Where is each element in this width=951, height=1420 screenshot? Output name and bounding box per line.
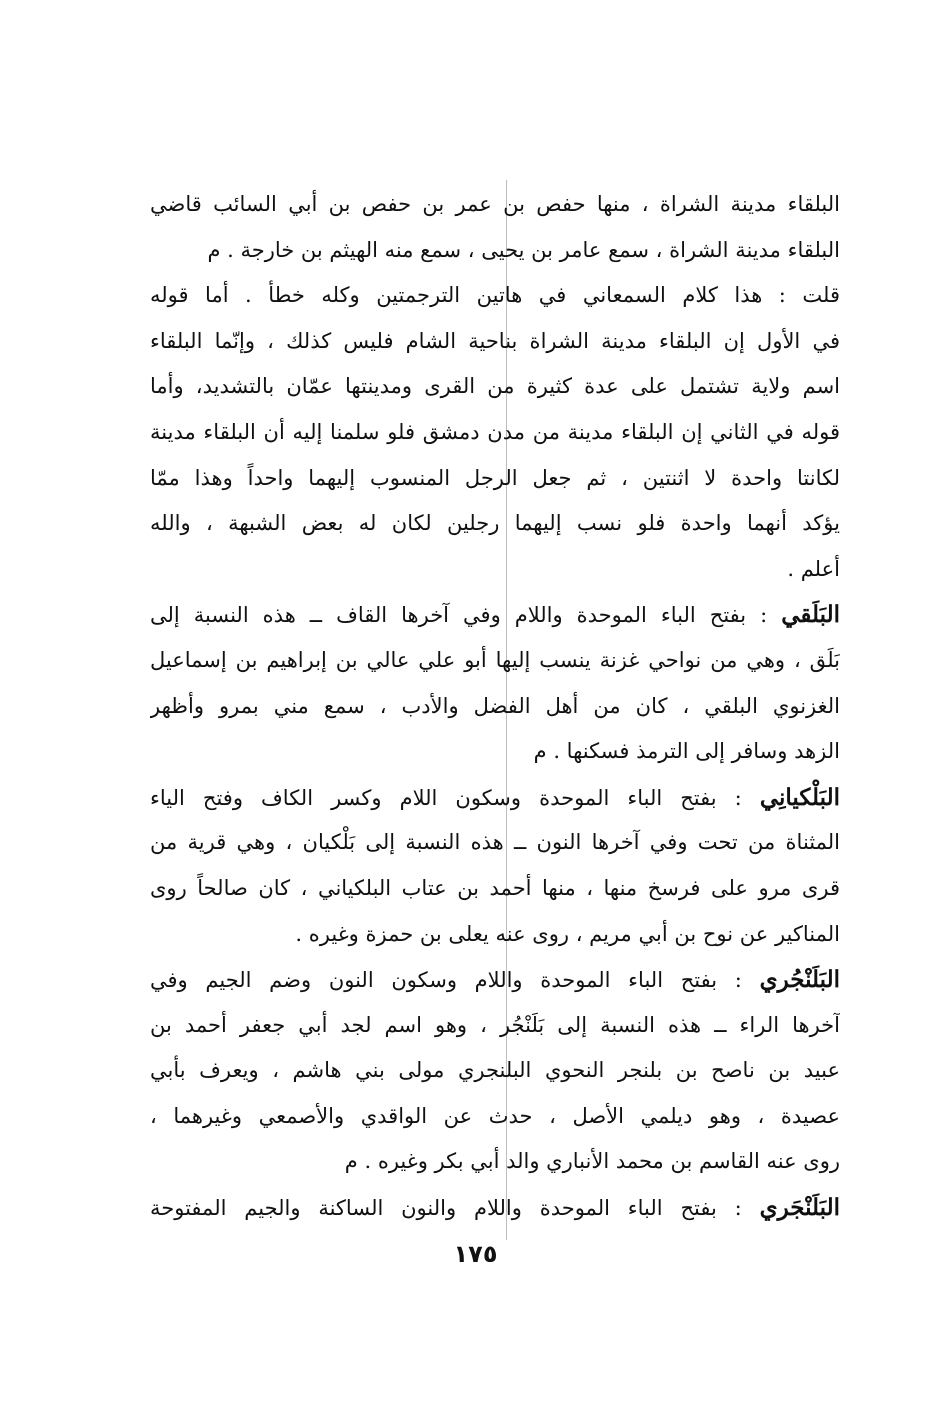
line-text: : بفتح الباء الموحدة واللام والنون الساكنة والجيم المفتوحة — [150, 1196, 760, 1221]
text-line — [150, 1003, 840, 1049]
line-text: عصيدة ، وهو ديلمي الأصل ، حدث عن الواقدي والأصمعي وغيرهما ، — [150, 1103, 840, 1128]
line-text: المثناة من تحت وفي آخرها النون ــ هذه النسبة إلى بَلْكيان ، وهي قرية من — [150, 830, 840, 855]
text-line — [150, 729, 840, 775]
line-text: اسم ولاية تشتمل على عدة كثيرة من القرى ومدينتها عمّان بالتشديد، وأما — [150, 374, 840, 399]
text-line — [150, 912, 840, 958]
text-line — [150, 456, 840, 502]
body-text — [150, 182, 840, 1231]
line-text: : بفتح الباء الموحدة واللام وفي آخرها القاف ــ هذه النسبة إلى — [150, 603, 782, 628]
entry-heading-line — [150, 1185, 840, 1231]
line-text: يؤكد أنهما واحدة فلو نسب إليهما رجلين لكان له بعض الشبهة ، والله — [150, 511, 840, 536]
entry-headword: البَلَنْجُري — [759, 966, 840, 994]
line-text: قلت : هذا كلام السمعاني في هاتين الترجمتين وكله خطأ . أما قوله — [150, 283, 840, 308]
line-text: قوله في الثاني إن البلقاء مدينة من مدن دمشق فلو سلمنا إليه أن البلقاء مدينة — [150, 419, 840, 444]
line-text: البلقاء مدينة الشراة ، سمع عامر بن يحيى ، سمع منه الهيثم بن خارجة . م — [207, 237, 840, 262]
text-line — [150, 501, 840, 547]
text-line — [150, 1094, 840, 1140]
line-text: : بفتح الباء الموحدة واللام وسكون النون وضم الجيم وفي — [150, 968, 760, 993]
text-line — [150, 547, 840, 593]
entry-heading-line — [150, 775, 840, 821]
text-line — [150, 638, 840, 684]
line-text: الغزنوي البلقي ، كان من أهل الفضل والأدب ، سمع مني بمرو وأظهر — [150, 693, 840, 718]
text-line — [150, 182, 840, 228]
text-line — [150, 319, 840, 365]
entry-heading-line — [150, 957, 840, 1003]
entry-headword: البَلْكيانِي — [759, 783, 840, 811]
line-text: المناكير عن نوح بن أبي مريم ، روى عنه يعلى بن حمزة وغيره . — [295, 921, 840, 946]
text-line — [150, 410, 840, 456]
text-line — [150, 1139, 840, 1185]
text-line — [150, 273, 840, 319]
text-line — [150, 820, 840, 866]
entry-headword: البَلَنْجَري — [759, 1194, 840, 1222]
line-text: قرى مرو على فرسخ منها ، منها أحمد بن عتاب البلكياني ، كان صالحاً روى — [150, 875, 840, 900]
entry-heading-line — [150, 592, 840, 638]
entry-headword: البَلَقي — [781, 601, 840, 629]
text-line — [150, 228, 840, 274]
text-line — [150, 364, 840, 410]
text-line — [150, 684, 840, 730]
line-text: روى عنه القاسم بن محمد الأنباري والد أبي بكر وغيره . م — [344, 1149, 840, 1174]
line-text: آخرها الراء ــ هذه النسبة إلى بَلَنْجُر ، وهو اسم لجد أبي جعفر أحمد بن — [150, 1012, 840, 1037]
line-text: الزهد وسافر إلى الترمذ فسكنها . م — [533, 739, 840, 764]
line-text: بَلَق ، وهي من نواحي غزنة ينسب إليها أبو علي عالي بن إبراهيم بن إسماعيل — [150, 647, 840, 672]
line-text: أعلم . — [787, 556, 840, 581]
page-number: ١٧٥ — [453, 1240, 498, 1268]
line-text: عبيد بن ناصح بن بلنجر النحوي البلنجري مولى بني هاشم ، ويعرف بأبي — [150, 1058, 840, 1083]
text-line — [150, 866, 840, 912]
text-line — [150, 1048, 840, 1094]
line-text: : بفتح الباء الموحدة وسكون اللام وكسر الكاف وفتح الياء — [150, 785, 760, 810]
line-text: في الأول إن البلقاء مدينة الشراة بناحية الشام فليس كذلك ، وإنّما البلقاء — [150, 328, 840, 353]
line-text: البلقاء مدينة الشراة ، منها حفص بن عمر بن حفص بن أبي السائب قاضي — [150, 192, 840, 216]
line-text: لكانتا واحدة لا اثنتين ، ثم جعل الرجل المنسوب إليهما واحداً وهذا ممّا — [150, 465, 840, 490]
